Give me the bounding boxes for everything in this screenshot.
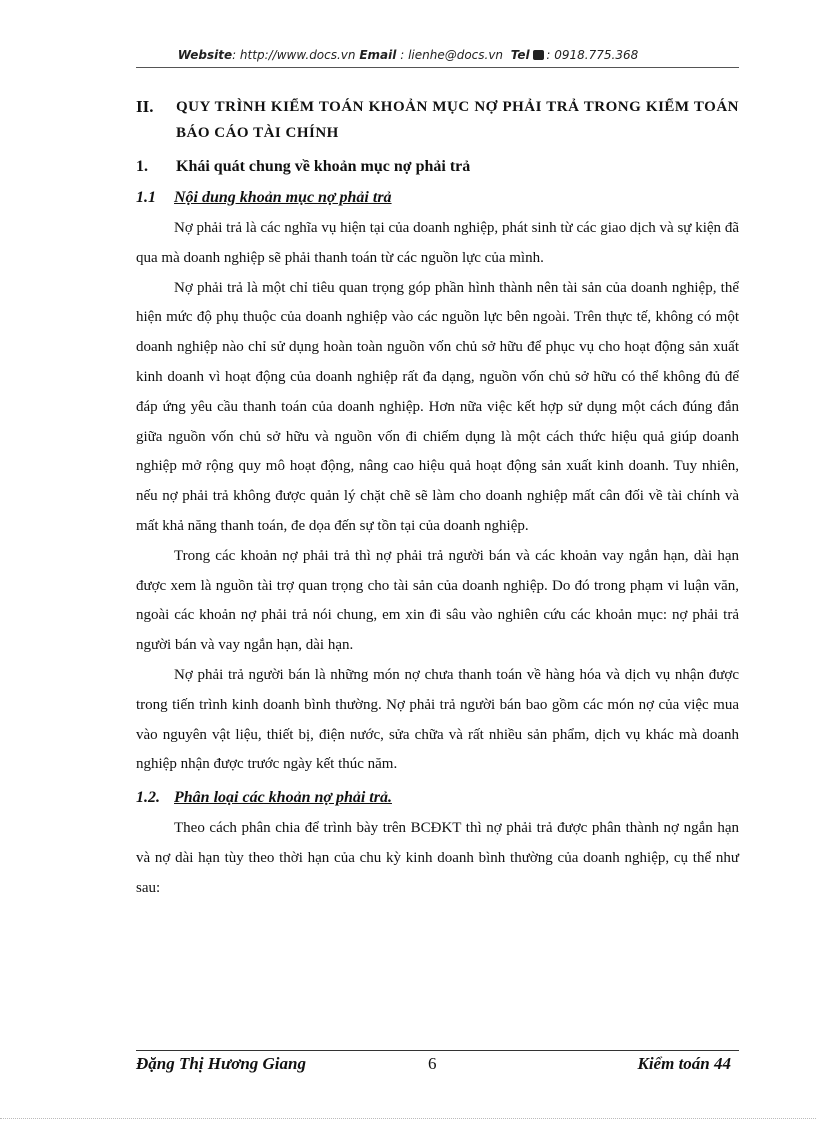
heading-level-2 [136,152,739,182]
footer-divider [136,1050,739,1051]
heading-1-2-number: 1.2. [136,789,160,807]
paragraph: Trong các khoản nợ phải trả thì nợ phải trả người bán và các khoản vay ngắn hạn, dài hạn được xem là nguồn tài trợ quan trọng cho tài sản của doanh nghiệp. Do đó trong phạm vi luận văn, ngoài các khoản nợ phải trả nói chung, em xin đi sâu vào nghiên cứu các khoản mục: nợ phải trả người bán và vay ngắn hạn, dài hạn. [136,547,739,654]
heading-1-1 [136,182,739,214]
paragraph: Nợ phải trả người bán là những món nợ chưa thanh toán về hàng hóa và dịch vụ nhận được trong tiến trình kinh doanh bình thường. Nợ phải trả người bán bao gồm các món nợ của việc mua vào nguyên vật liệu, thiết bị, điện nước, sửa chữa và rất nhiều sản phẩm, dịch vụ khác mà doanh nghiệp nhận được trước ngày kết thúc năm. [136,666,739,773]
footer-author: Đặng Thị Hương Giang [136,1054,306,1073]
tel-label: Tel [510,48,530,62]
phone-icon [533,50,544,60]
heading-1-2 [136,782,739,814]
website-label: Website [177,48,233,62]
heading-1-1-title: Nội dung khoản mục nợ phải trả [174,189,392,206]
email-label: Email [359,48,397,62]
page-header [0,48,816,62]
footer-course: Kiểm toán 44 [637,1054,731,1073]
page-edge-dotted-line [0,1118,816,1119]
heading-2-title: Khái quát chung về khoản mục nợ phải trả [176,158,471,175]
website-value: : http://www.docs.vn [232,48,356,62]
section-number: II. [136,97,154,116]
paragraph: Nợ phải trả là các nghĩa vụ hiện tại của doanh nghiệp, phát sinh từ các giao dịch và sự kiện đã qua mà doanh nghiệp sẽ phải thanh toán từ các nguồn lực của mình. [136,220,739,266]
paragraph: Theo cách phân chia để trình bày trên BCĐKT thì nợ phải trả được phân thành nợ ngắn hạn và nợ dài hạn tùy theo thời hạn của chu kỳ kinh doanh bình thường của doanh nghiệp, cụ thể như sau: [136,820,739,896]
heading-1-2-title: Phân loại các khoản nợ phải trả. [174,789,392,807]
heading-2-number: 1. [136,158,148,175]
page-footer [136,1054,739,1078]
email-value: : lienhe@docs.vn [396,48,504,62]
page-number: 6 [428,1054,437,1073]
tel-value: : 0918.775.368 [546,48,639,62]
header-divider [136,67,739,68]
heading-1-1-number: 1.1 [136,189,156,206]
section-title: QUY TRÌNH KIỂM TOÁN KHOẢN MỤC NỢ PHẢI TRẢ TRONG KIỂM TOÁN BÁO CÁO TÀI CHÍNH [176,99,739,141]
paragraph: Nợ phải trả là một chỉ tiêu quan trọng góp phần hình thành nên tài sản của doanh nghiệp, thể hiện mức độ phụ thuộc của doanh nghiệp vào các nguồn lực bên ngoài. Trên thực tế, không có một doanh nghiệp nào chỉ sử dụng hoàn toàn nguồn vốn chủ sở hữu để phục vụ cho hoạt động sản xuất kinh doanh vì hoạt động của doanh nghiệp rất đa dạng, nguồn vốn chủ sở hữu có thể không đủ để đáp ứng yêu cầu thanh toán của doanh nghiệp. Hơn nữa việc kết hợp sử dụng một cách đúng đắn giữa nguồn vốn chủ sở hữu và nguồn vốn đi chiếm dụng là một cách thức hiệu quả giúp doanh nghiệp mở rộng quy mô hoạt động, nâng cao hiệu quả hoạt động sản xuất kinh doanh. Tuy nhiên, nếu nợ phải trả không được quản lý chặt chẽ sẽ làm cho doanh nghiệp mất cân đối về tài chính và mất khả năng thanh toán, đe dọa đến sự tồn tại của doanh nghiệp. [136,279,739,534]
section-heading [136,94,739,146]
document-body [136,94,739,904]
